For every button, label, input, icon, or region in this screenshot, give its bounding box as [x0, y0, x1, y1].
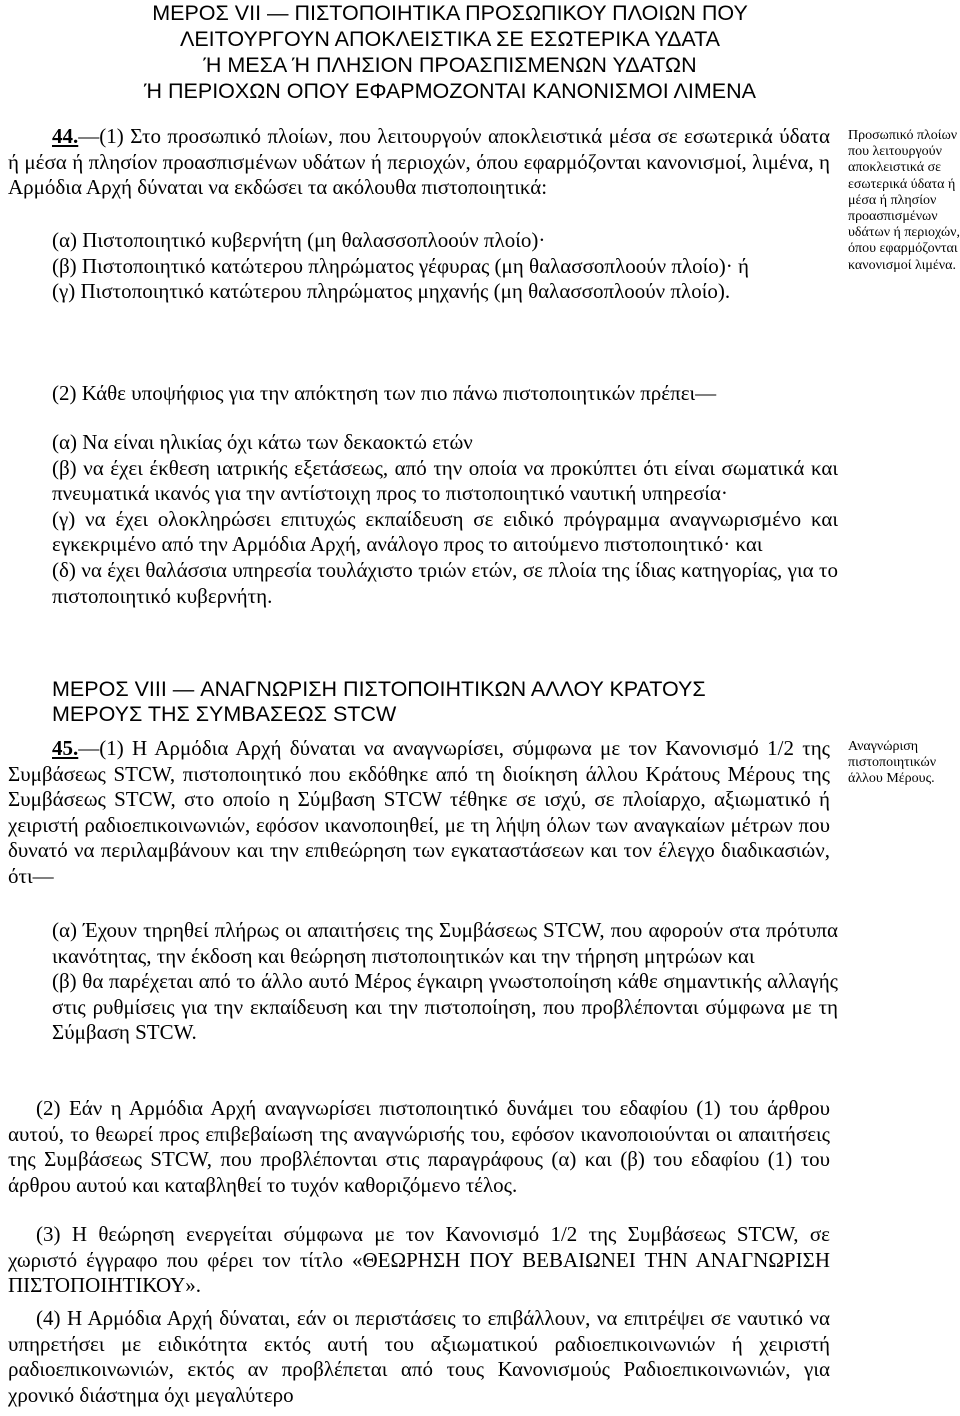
section45-margin-note: Αναγνώριση πιστοποιητικών άλλου Μέρους.	[848, 739, 937, 787]
part7-heading-line: Ή ΠΕΡΙΟΧΩΝ ΟΠΟΥ ΕΦΑΡΜΟΖΟΝΤΑΙ ΚΑΝΟΝΙΣΜΟΙ ΛΙΜΕΝΑ	[144, 79, 756, 103]
section45-number: 45.	[52, 736, 79, 760]
certificate-item: (α) Πιστοποιητικό κυβερνήτη (μη θαλασσοπλοούν πλοίο)·	[52, 228, 546, 252]
part8-heading	[52, 677, 832, 727]
requirement-item: (β) να έχει έκθεση ιατρικής εξετάσεως, από την οποία να προκύπτει ότι είναι σωματικά και πνευματικά ικανός για την αντίστοιχη προς το πιστοποιητικό ναυτική υπηρεσία·	[52, 455, 838, 506]
part7-heading	[60, 0, 840, 104]
part7-heading-line: ΜΕΡΟΣ VII — ΠΙΣΤΟΠΟΙΗΤΙΚΑ ΠΡΟΣΩΠΙΚΟΥ ΠΛΟΙΩΝ ΠΟΥ	[152, 1, 748, 25]
section44-margin-note: Προσωπικό πλοίων που λειτουργούν αποκλειστικά σε εσωτερικά ύδατα ή μέσα ή πλησίον προασπισμένων υδάτων ή περιοχών, όπου εφαρμόζονται κανονισμοί λιμένα.	[848, 128, 960, 273]
part8-heading-line: ΜΕΡΟΣ VIII — ΑΝΑΓΝΩΡΙΣΗ ΠΙΣΤΟΠΟΙΗΤΙΚΩΝ ΑΛΛΟΥ ΚΡΑΤΟΥΣ	[52, 677, 706, 701]
requirement-item: (γ) να έχει ολοκληρώσει επιτυχώς εκπαίδευση σε ειδικό πρόγραμμα αναγνωρισμένο και εγκεκριμένο από την Αρμόδια Αρχή, ανάλογο προς το αιτούμενο πιστοποιητικό· και	[52, 506, 838, 557]
section44-intro-text: —(1) Στο προσωπικό πλοίων, που λειτουργούν αποκλειστικά μέσα σε εσωτερικά ύδατα ή μέσα ή πλησίον προασπισμένων υδάτων ή περιοχών, όπου εφαρμόζονται κανονισμοί, λιμένα, η Αρμόδια Αρχή δύναται να εκδώσει τα ακόλουθα πιστοποιητικά:	[8, 124, 830, 200]
section44-requirements-list	[52, 430, 838, 609]
certificate-item: (γ) Πιστοποιητικό κατώτερου πληρώματος μηχανής (μη θαλασσοπλοούν πλοίο).	[52, 279, 731, 304]
part7-heading-line: ΛΕΙΤΟΥΡΓΟΥΝ ΑΠΟΚΛΕΙΣΤΙΚΑ ΣΕ ΕΣΩΤΕΡΙΚΑ ΥΔΑΤΑ	[179, 27, 721, 51]
section45-paragraph-2: (2) Εάν η Αρμόδια Αρχή αναγνωρίσει πιστοποιητικό δυνάμει του εδαφίου (1) του άρθρου αυτού, το θεωρεί προς επιβεβαίωση της αναγνώρισής του, εφόσον ικανοποιούνται οι απαιτήσεις της Συμβάσεως STCW, που προβλέπονται στις παραγράφους (α) και (β) του εδαφίου (1) του άρθρου αυτού και καταβληθεί το τυχόν καθοριζόμενο τέλος.	[8, 1096, 830, 1197]
section45-conditions-list	[52, 918, 838, 1046]
section44-paragraph-2	[8, 381, 830, 407]
certificate-item: (β) Πιστοποιητικό κατώτερου πληρώματος γέφυρας (μη θαλασσοπλοούν πλοίο)· ή	[52, 253, 749, 278]
section44-certificate-list	[8, 228, 830, 305]
part7-heading-line: Ή ΜΕΣΑ Ή ΠΛΗΣΙΟΝ ΠΡΟΑΣΠΙΣΜΕΝΩΝ ΥΔΑΤΩΝ	[203, 53, 697, 77]
section45-paragraph-3: (3) Η θεώρηση ενεργείται σύμφωνα με τον Κανονισμό 1/2 της Συμβάσεως STCW, σε χωριστό έγγραφο που φέρει τον τίτλο «ΘΕΩΡΗΣΗ ΠΟΥ ΒΕΒΑΙΩΝΕΙ ΤΗΝ ΑΝΑΓΝΩΡΙΣΗ ΠΙΣΤΟΠΟΙΗΤΙΚΟΥ».	[8, 1222, 830, 1298]
section45-intro-text: —(1) Η Αρμόδια Αρχή δύναται να αναγνωρίσει, σύμφωνα με τον Κανονισμό 1/2 της Συμβάσεως STCW, πιστοποιητικό που εκδόθηκε από τη διοίκηση άλλου Κράτους Μέρους της Συμβάσεως STCW, στο οποίο η Σύμβαση STCW τέθηκε σε ισχύ, σε πλοίαρχο, αξιωματικό ή χειριστή ραδιοεπικοινωνιών, εφόσον ικανοποιηθεί, με τη λήψη όλων των αναγκαίων μέτρων που δυνατό να περιλαμβάνουν και την επιθεώρηση των εγκαταστάσεων και τον έλεγχο διαδικασιών, ότι—	[8, 736, 830, 888]
section44-paragraph-2-text: (2) Κάθε υποψήφιος για την απόκτηση των πιο πάνω πιστοποιητικών πρέπει—	[52, 381, 717, 405]
condition-item: (β) θα παρέχεται από το άλλο αυτό Μέρος έγκαιρη γνωστοποίηση κάθε σημαντικής αλλαγής στις ρυθμίσεις για την εκπαίδευση και την πιστοποίηση, που προβλέπονται σύμφωνα με τη Σύμβαση STCW.	[52, 969, 838, 1045]
section44-number: 44.	[52, 124, 79, 148]
condition-item: (α) Έχουν τηρηθεί πλήρως οι απαιτήσεις της Συμβάσεως STCW, που αφορούν στα πρότυπα ικανότητας, την έκδοση και θεώρηση πιστοποιητικών και την τήρηση μητρώων και	[52, 918, 838, 968]
section45-paragraph-4: (4) Η Αρμόδια Αρχή δύναται, εάν οι περιστάσεις το επιβάλλουν, να επιτρέψει σε ναυτικό να υπηρετήσει με ειδικότητα εκτός αυτή του αξιωματικού ραδιοεπικοινωνιών ή χειριστή ραδιοεπικοινωνιών, εκτός αν προβλέπεται από τους Κανονισμούς Ραδιοεπικοινωνιών, για χρονικό διάστημα όχι μεγαλύτερο	[8, 1306, 830, 1407]
requirement-item: (δ) να έχει θαλάσσια υπηρεσία τουλάχιστο τριών ετών, σε πλοία της ίδιας κατηγορίας, για το πιστοποιητικό κυβερνήτη.	[52, 557, 838, 608]
section44-intro	[8, 124, 830, 201]
requirement-item: (α) Να είναι ηλικίας όχι κάτω των δεκαοκτώ ετών	[52, 430, 473, 454]
section45-intro	[8, 736, 830, 890]
part8-heading-line: ΜΕΡΟΥΣ ΤΗΣ ΣΥΜΒΑΣΕΩΣ STCW	[52, 702, 397, 726]
